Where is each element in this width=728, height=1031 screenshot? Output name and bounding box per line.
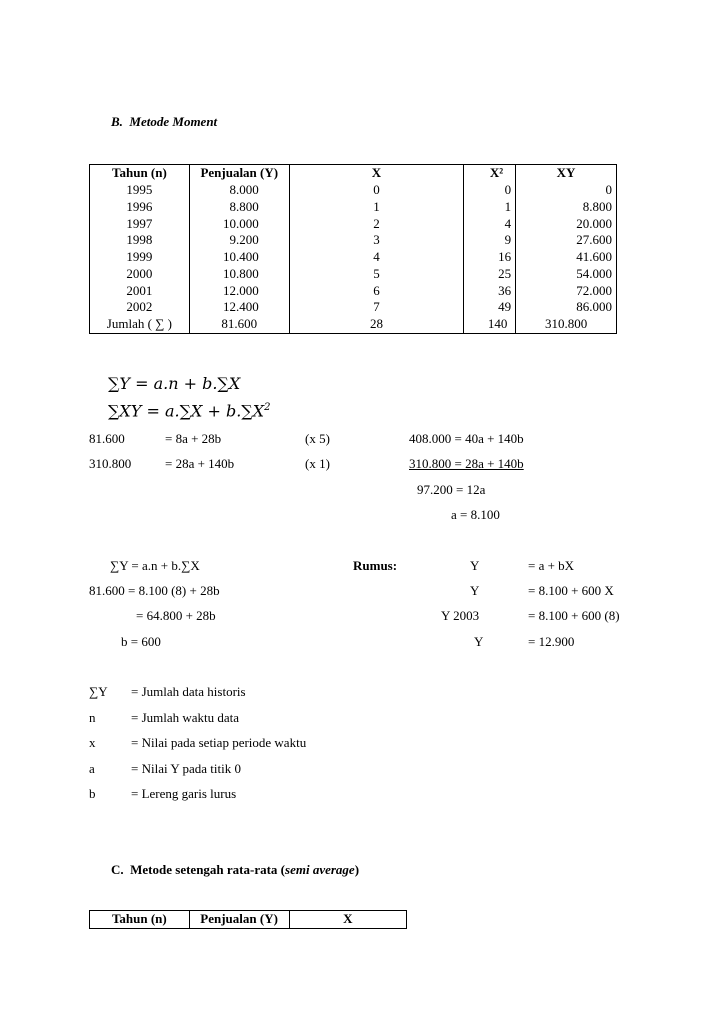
header-x2: X²	[464, 165, 516, 182]
total-x: 28	[289, 316, 463, 333]
cell-xy: 20.000	[516, 215, 617, 232]
cell-x: 4	[289, 249, 463, 266]
cell-penjualan: 10.800	[189, 266, 289, 283]
section-b-title: Metode Moment	[129, 114, 218, 129]
cell-penjualan: 8.800	[189, 199, 289, 216]
table-row	[90, 182, 617, 199]
cell-x: 7	[289, 299, 463, 316]
cell-tahun: 1997	[90, 215, 190, 232]
rumus-right-4: = 12.900	[528, 634, 575, 649]
cell-xy: 0	[516, 182, 617, 199]
cell-tahun: 1996	[90, 199, 190, 216]
cell-xy: 41.600	[516, 249, 617, 266]
cell-penjualan: 10.400	[189, 249, 289, 266]
table-row	[90, 282, 617, 299]
cell-x2: 0	[464, 182, 516, 199]
eq2-right: 310.800 = 28a + 140b	[409, 456, 524, 471]
eq2-eq: = 28a + 140b	[165, 456, 235, 471]
cell-x: 1	[289, 199, 463, 216]
cell-tahun: 1995	[90, 182, 190, 199]
legend-sym: a	[89, 761, 95, 776]
cell-xy: 72.000	[516, 282, 617, 299]
legend-desc: = Lereng garis lurus	[131, 786, 237, 801]
cell-x2: 9	[464, 232, 516, 249]
metode-moment-table	[89, 164, 617, 334]
cell-x2: 16	[464, 249, 516, 266]
cell-penjualan: 12.000	[189, 282, 289, 299]
rumus-left-1: Y	[470, 558, 480, 573]
cell-tahun: 2001	[90, 282, 190, 299]
section-b-label: B.	[111, 114, 123, 129]
cell-xy: 8.800	[516, 199, 617, 216]
cell-x2: 25	[464, 266, 516, 283]
rumus-right-3: = 8.100 + 600 (8)	[528, 608, 620, 623]
formula-sum-y: ∑Y = a.n + b.∑X	[108, 374, 241, 393]
legend-desc: = Nilai pada setiap periode waktu	[131, 735, 307, 750]
legend-sym: ∑Y	[89, 684, 108, 699]
cell-penjualan: 12.400	[189, 299, 289, 316]
legend-desc: = Jumlah waktu data	[131, 710, 240, 725]
table-row	[90, 199, 617, 216]
formula-sum-xy-main: ∑XY = a.∑X + b.∑X	[108, 401, 265, 421]
total-penjualan: 81.600	[189, 316, 289, 333]
section-c-title-plain: Metode setengah rata-rata (	[130, 862, 286, 877]
legend-sym: b	[89, 786, 96, 801]
formula-sum-xy	[108, 398, 270, 421]
rumus-label: Rumus:	[353, 558, 398, 573]
cell-tahun: 1999	[90, 249, 190, 266]
header-tahun: Tahun (n)	[90, 165, 190, 182]
total-label: Jumlah ( ∑ )	[90, 316, 190, 333]
header-x: X	[289, 165, 463, 182]
cell-x: 2	[289, 215, 463, 232]
eq1-right: 408.000 = 40a + 140b	[409, 431, 524, 446]
solve-line-2: 81.600 = 8.100 (8) + 28b	[89, 583, 220, 598]
table-total-row	[90, 316, 617, 333]
cell-x: 5	[289, 266, 463, 283]
section-c-title-italic: semi average	[285, 862, 355, 877]
cell-xy: 27.600	[516, 232, 617, 249]
cell-x: 0	[289, 182, 463, 199]
formula-sum-xy-sup: 2	[264, 402, 271, 413]
legend-sym: x	[89, 735, 96, 750]
eq2-mult: (x 1)	[305, 456, 330, 471]
rumus-left-3: Y 2003	[441, 608, 480, 623]
header-tahun: Tahun (n)	[90, 911, 190, 929]
header-xy: XY	[516, 165, 617, 182]
cell-xy: 86.000	[516, 299, 617, 316]
cell-penjualan: 10.000	[189, 215, 289, 232]
table-row	[90, 215, 617, 232]
cell-tahun: 1998	[90, 232, 190, 249]
legend-desc: = Nilai Y pada titik 0	[131, 761, 241, 776]
header-x: X	[289, 911, 406, 929]
cell-tahun: 2002	[90, 299, 190, 316]
cell-xy: 54.000	[516, 266, 617, 283]
total-xy: 310.800	[516, 316, 617, 333]
table-row	[90, 299, 617, 316]
legend-desc: = Jumlah data historis	[131, 684, 246, 699]
section-c-label: C.	[111, 862, 124, 877]
section-b-heading	[111, 114, 217, 130]
table-header-row	[90, 165, 617, 182]
total-x2: 140	[464, 316, 516, 333]
rumus-left-4: Y	[474, 634, 484, 649]
solve-line-3: = 64.800 + 28b	[136, 608, 216, 623]
rumus-left-2: Y	[470, 583, 480, 598]
table-row	[90, 249, 617, 266]
eq3: 97.200 = 12a	[417, 482, 486, 497]
cell-penjualan: 9.200	[189, 232, 289, 249]
cell-tahun: 2000	[90, 266, 190, 283]
section-c-title-close: )	[354, 862, 360, 877]
semi-average-table	[89, 910, 407, 929]
header-penjualan: Penjualan (Y)	[189, 911, 289, 929]
eq1-eq: = 8a + 28b	[165, 431, 222, 446]
cell-x2: 36	[464, 282, 516, 299]
cell-x2: 49	[464, 299, 516, 316]
rumus-right-2: = 8.100 + 600 X	[528, 583, 614, 598]
eq2-left: 310.800	[89, 456, 132, 471]
table-row	[90, 232, 617, 249]
header-penjualan: Penjualan (Y)	[189, 165, 289, 182]
table-header-row	[90, 911, 407, 929]
cell-x2: 4	[464, 215, 516, 232]
rumus-right-1: = a + bX	[528, 558, 575, 573]
cell-x2: 1	[464, 199, 516, 216]
eq1-left: 81.600	[89, 431, 125, 446]
cell-penjualan: 8.000	[189, 182, 289, 199]
legend-sym: n	[89, 710, 96, 725]
solve-sum-y: ∑Y = a.n + b.∑X	[110, 558, 200, 573]
table-row	[90, 266, 617, 283]
eq1-mult: (x 5)	[305, 431, 330, 446]
cell-x: 3	[289, 232, 463, 249]
section-c-heading	[111, 862, 359, 878]
cell-x: 6	[289, 282, 463, 299]
eq4: a = 8.100	[451, 507, 500, 522]
solve-line-4: b = 600	[121, 634, 161, 649]
